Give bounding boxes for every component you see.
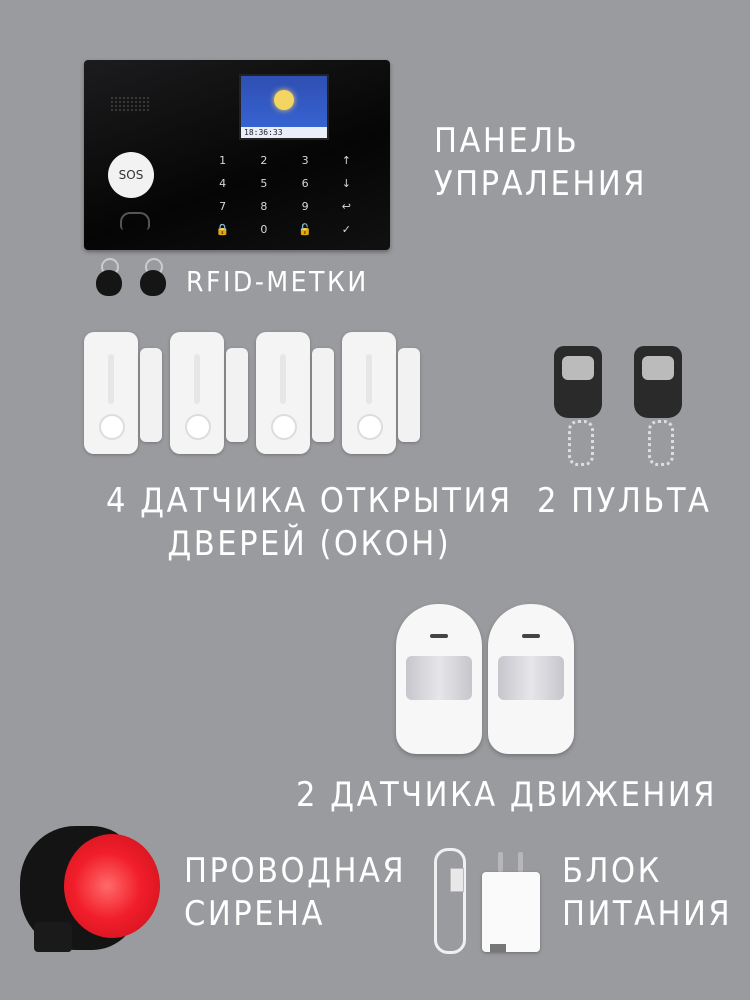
door-sensor-image (170, 332, 224, 454)
remotes-label: 2 ПУЛЬТА (537, 481, 712, 521)
door-magnet-image (226, 348, 248, 442)
motion-sensor-image (396, 604, 482, 754)
door-sensor-slot (194, 354, 200, 404)
door-sensors-label-line: 4 ДАТЧИКА ОТКРЫТИЯ (106, 481, 513, 521)
keypad-key: 6 (301, 177, 309, 190)
door-sensor-image (342, 332, 396, 454)
remote-control-image (634, 346, 682, 464)
door-sensor-slot (108, 354, 114, 404)
remote-buttons (642, 356, 674, 380)
sos-button: SOS (108, 152, 154, 198)
keypad-key: ↑ (341, 154, 351, 167)
control-panel-label-line: ПАНЕЛЬ (434, 121, 580, 161)
remote-buttons (562, 356, 594, 380)
keypad-key: 7 (219, 200, 227, 213)
door-sensors-label-line: ДВЕРЕЙ (ОКОН) (167, 523, 452, 564)
siren-mount (34, 922, 72, 952)
panel-keypad (202, 154, 367, 237)
rfid-tag-image (140, 258, 166, 298)
panel-display-time: 18:36:33 (241, 127, 327, 138)
keypad-key: 5 (260, 177, 268, 190)
door-sensor-button (357, 414, 383, 440)
keypad-key: 3 (301, 154, 309, 167)
door-sensors-label (106, 480, 513, 565)
door-magnet-image (398, 348, 420, 442)
motion-sensor-image (488, 604, 574, 754)
adapter-pin (498, 852, 503, 872)
siren-image (20, 826, 160, 956)
remote-keychain (648, 420, 674, 466)
adapter-body (482, 872, 540, 952)
motion-sensor-lens (406, 656, 472, 700)
motion-sensor-led (430, 634, 448, 638)
door-sensor-image (256, 332, 310, 454)
siren-label (184, 850, 406, 935)
keypad-key: 9 (301, 200, 309, 213)
siren-label-line: СИРЕНА (184, 893, 325, 934)
rfid-tag-body (96, 270, 122, 296)
keypad-key: 1 (219, 154, 227, 167)
keypad-key: 🔓 (298, 223, 312, 236)
usb-cable-loop (434, 848, 466, 954)
door-magnet-image (312, 348, 334, 442)
control-panel-label-line: УПРАЛЕНИЯ (434, 163, 647, 204)
control-panel-image (84, 60, 390, 250)
power-supply-label (562, 850, 732, 935)
control-panel-label (434, 120, 647, 205)
keypad-key: 2 (260, 154, 268, 167)
keypad-key: ↩ (341, 200, 351, 213)
remote-control-image (554, 346, 602, 464)
weather-sun-icon (274, 90, 294, 110)
siren-horn (64, 834, 160, 938)
door-magnet-image (140, 348, 162, 442)
speaker-grill (110, 96, 150, 112)
rfid-tag-image (96, 258, 122, 298)
rfid-reader-icon (120, 212, 150, 230)
usb-plug (450, 868, 464, 892)
power-supply-label-line: БЛОК (562, 851, 662, 891)
remote-keychain (568, 420, 594, 466)
power-adapter-image (482, 852, 540, 952)
keypad-key: 8 (260, 200, 268, 213)
keypad-key: 0 (260, 223, 268, 236)
door-sensor-image (84, 332, 138, 454)
rfid-tag-body (140, 270, 166, 296)
keypad-key: ✓ (341, 223, 351, 236)
rfid-label: RFID-МЕТКИ (186, 265, 369, 298)
door-sensor-button (271, 414, 297, 440)
motion-sensors-label: 2 ДАТЧИКА ДВИЖЕНИЯ (296, 775, 718, 815)
door-sensor-slot (366, 354, 372, 404)
motion-sensor-lens (498, 656, 564, 700)
keypad-key: ↓ (341, 177, 351, 190)
motion-sensor-led (522, 634, 540, 638)
power-supply-label-line: ПИТАНИЯ (562, 893, 733, 934)
door-sensor-button (99, 414, 125, 440)
keypad-key: 🔒 (215, 223, 230, 236)
siren-label-line: ПРОВОДНАЯ (184, 851, 407, 891)
panel-display (239, 74, 329, 140)
door-sensor-button (185, 414, 211, 440)
door-sensor-slot (280, 354, 286, 404)
keypad-key: 4 (219, 177, 227, 190)
adapter-pin (518, 852, 523, 872)
usb-cable-image (428, 838, 468, 958)
adapter-usb-port (490, 944, 506, 952)
